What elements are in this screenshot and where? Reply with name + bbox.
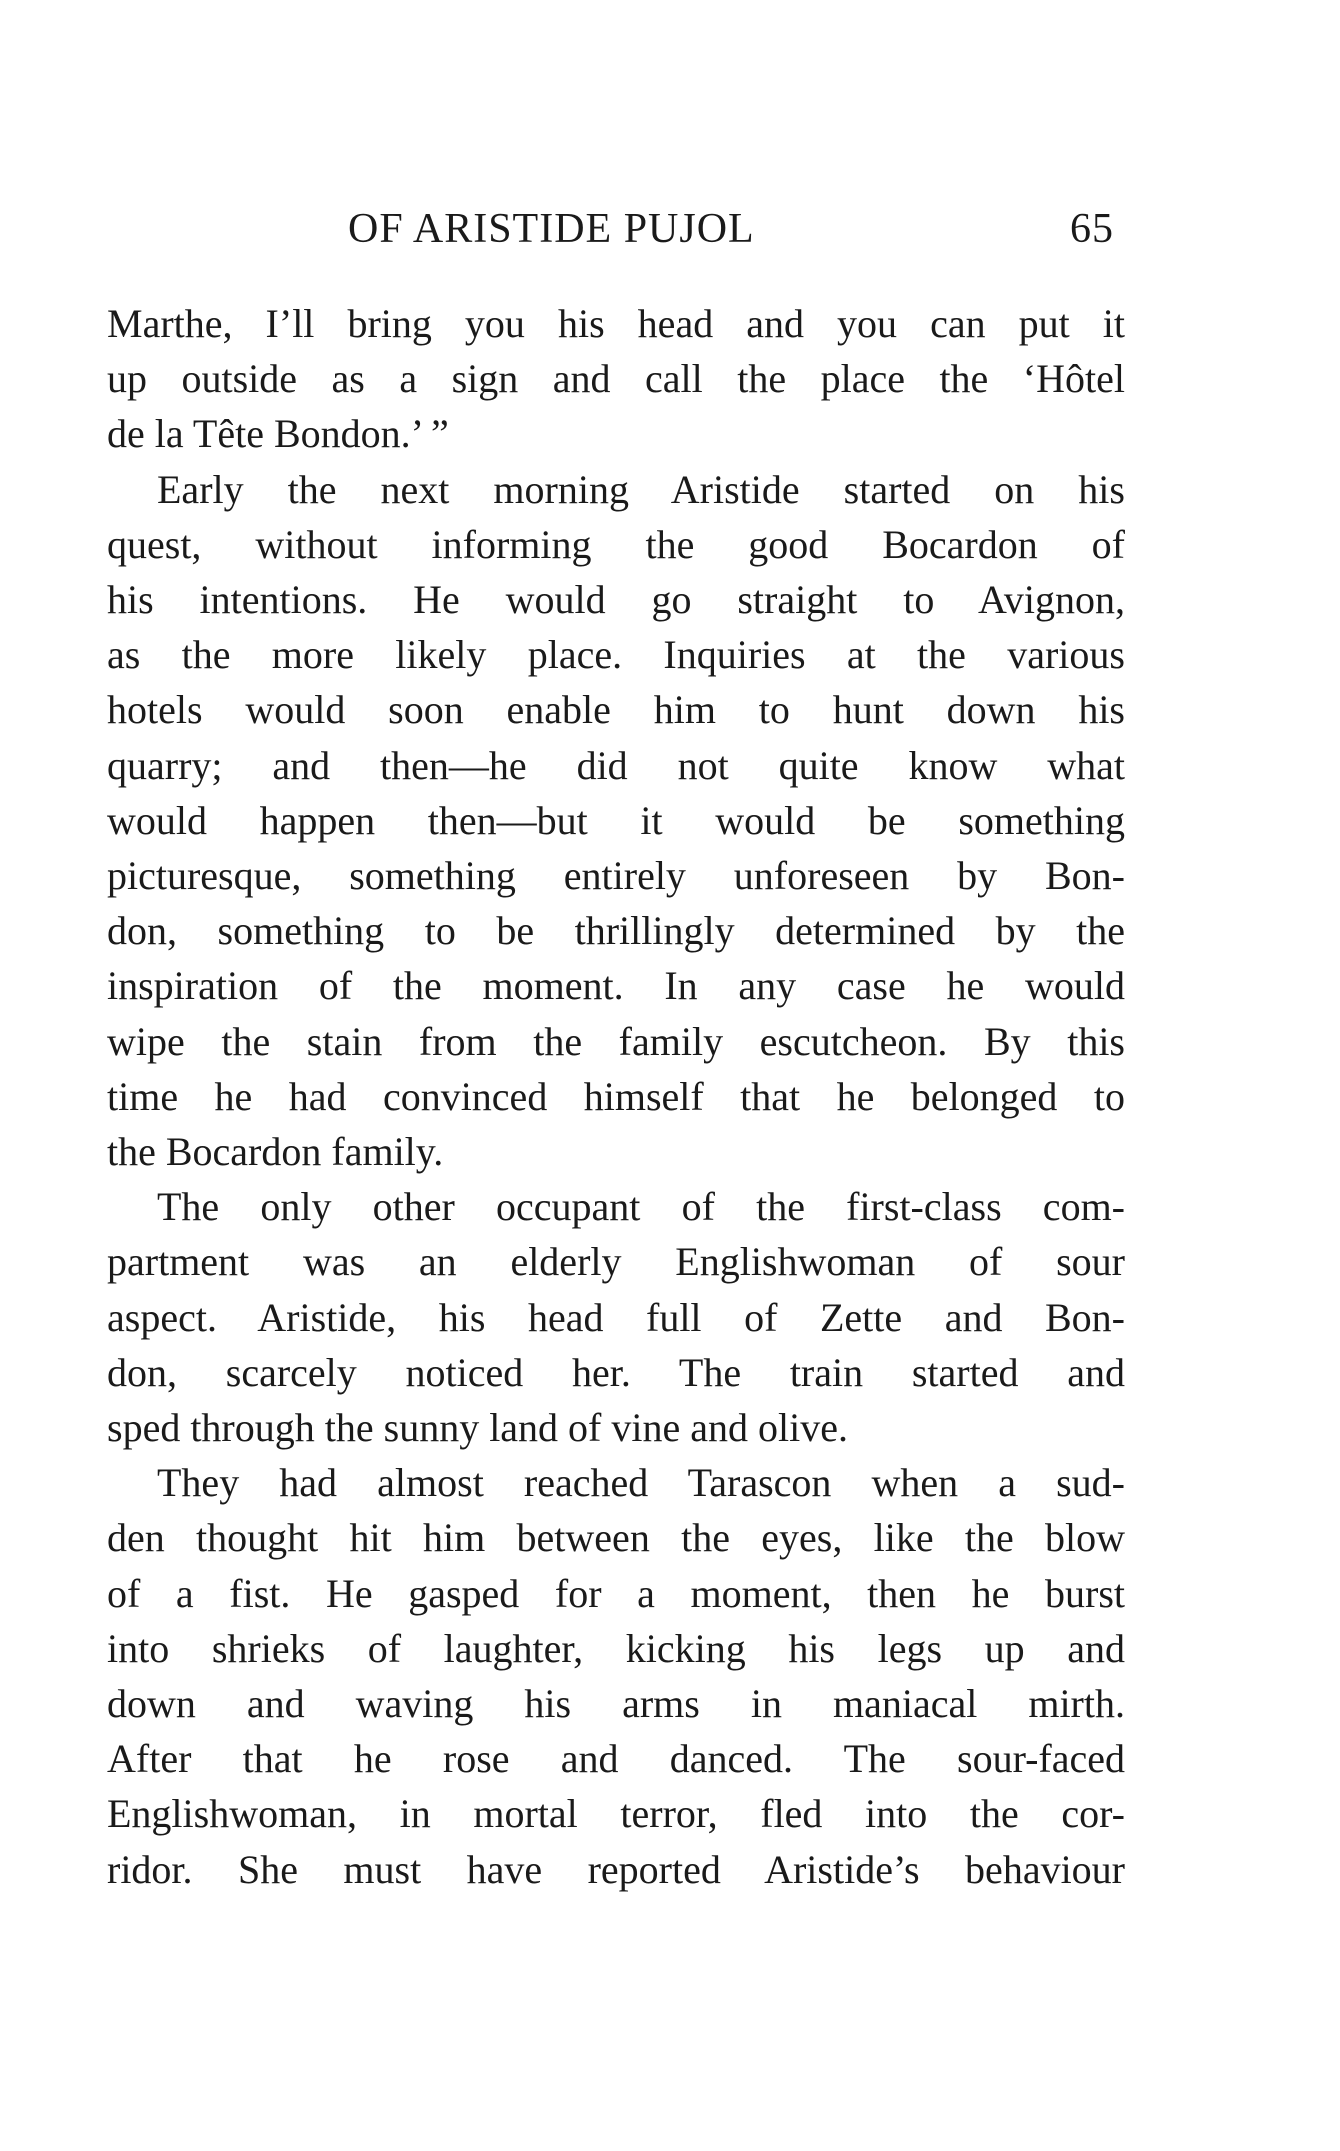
text-line: inspiration of the moment. In any case he would (107, 963, 1125, 1009)
text-line: the Bocardon family. (107, 1129, 444, 1175)
text-line: hotels would soon enable him to hunt down his (107, 687, 1125, 733)
text-line: of a fist. He gasped for a moment, then he burst (107, 1570, 1125, 1616)
body-text (107, 296, 1125, 1897)
text-line: picturesque, something entirely unforeseen by Bon- (107, 853, 1125, 899)
text-line: de la Tête Bondon.’ ” (107, 411, 449, 457)
running-title: OF ARISTIDE PUJOL (348, 206, 755, 252)
text-line: aspect. Aristide, his head full of Zette and Bon- (107, 1294, 1125, 1340)
text-line: Marthe, I’ll bring you his head and you can put it (107, 301, 1125, 346)
text-line: quest, without informing the good Bocardon of (107, 521, 1125, 567)
page-header (0, 205, 1340, 265)
text-line: don, scarcely noticed her. The train started and (107, 1349, 1125, 1395)
text-line: as the more likely place. Inquiries at the various (107, 632, 1125, 678)
text-line: ridor. She must have reported Aristide’s behaviour (107, 1846, 1125, 1892)
text-line: They had almost reached Tarascon when a sud- (157, 1460, 1125, 1506)
page-number: 65 (1070, 206, 1114, 252)
text-line: time he had convinced himself that he belonged to (107, 1073, 1125, 1119)
text-line: would happen then—but it would be something (107, 797, 1125, 843)
text-line: wipe the stain from the family escutcheon. By this (107, 1018, 1125, 1064)
text-line: up outside as a sign and call the place the ‘Hôtel (107, 356, 1125, 402)
text-line: den thought hit him between the eyes, like the blow (107, 1515, 1125, 1561)
text-line: his intentions. He would go straight to Avignon, (107, 577, 1125, 623)
text-line: sped through the sunny land of vine and olive. (107, 1405, 848, 1451)
text-line: down and waving his arms in maniacal mirth. (107, 1681, 1125, 1727)
text-line: The only other occupant of the first-class com- (157, 1184, 1125, 1230)
text-line: Early the next morning Aristide started on his (157, 466, 1125, 512)
text-line: into shrieks of laughter, kicking his legs up and (107, 1625, 1125, 1671)
text-line: quarry; and then—he did not quite know what (107, 742, 1125, 788)
text-line: Englishwoman, in mortal terror, fled into the cor- (107, 1791, 1125, 1837)
text-line: After that he rose and danced. The sour-faced (107, 1736, 1125, 1782)
text-line: don, something to be thrillingly determined by the (107, 908, 1125, 954)
text-line: partment was an elderly Englishwoman of sour (107, 1239, 1125, 1285)
